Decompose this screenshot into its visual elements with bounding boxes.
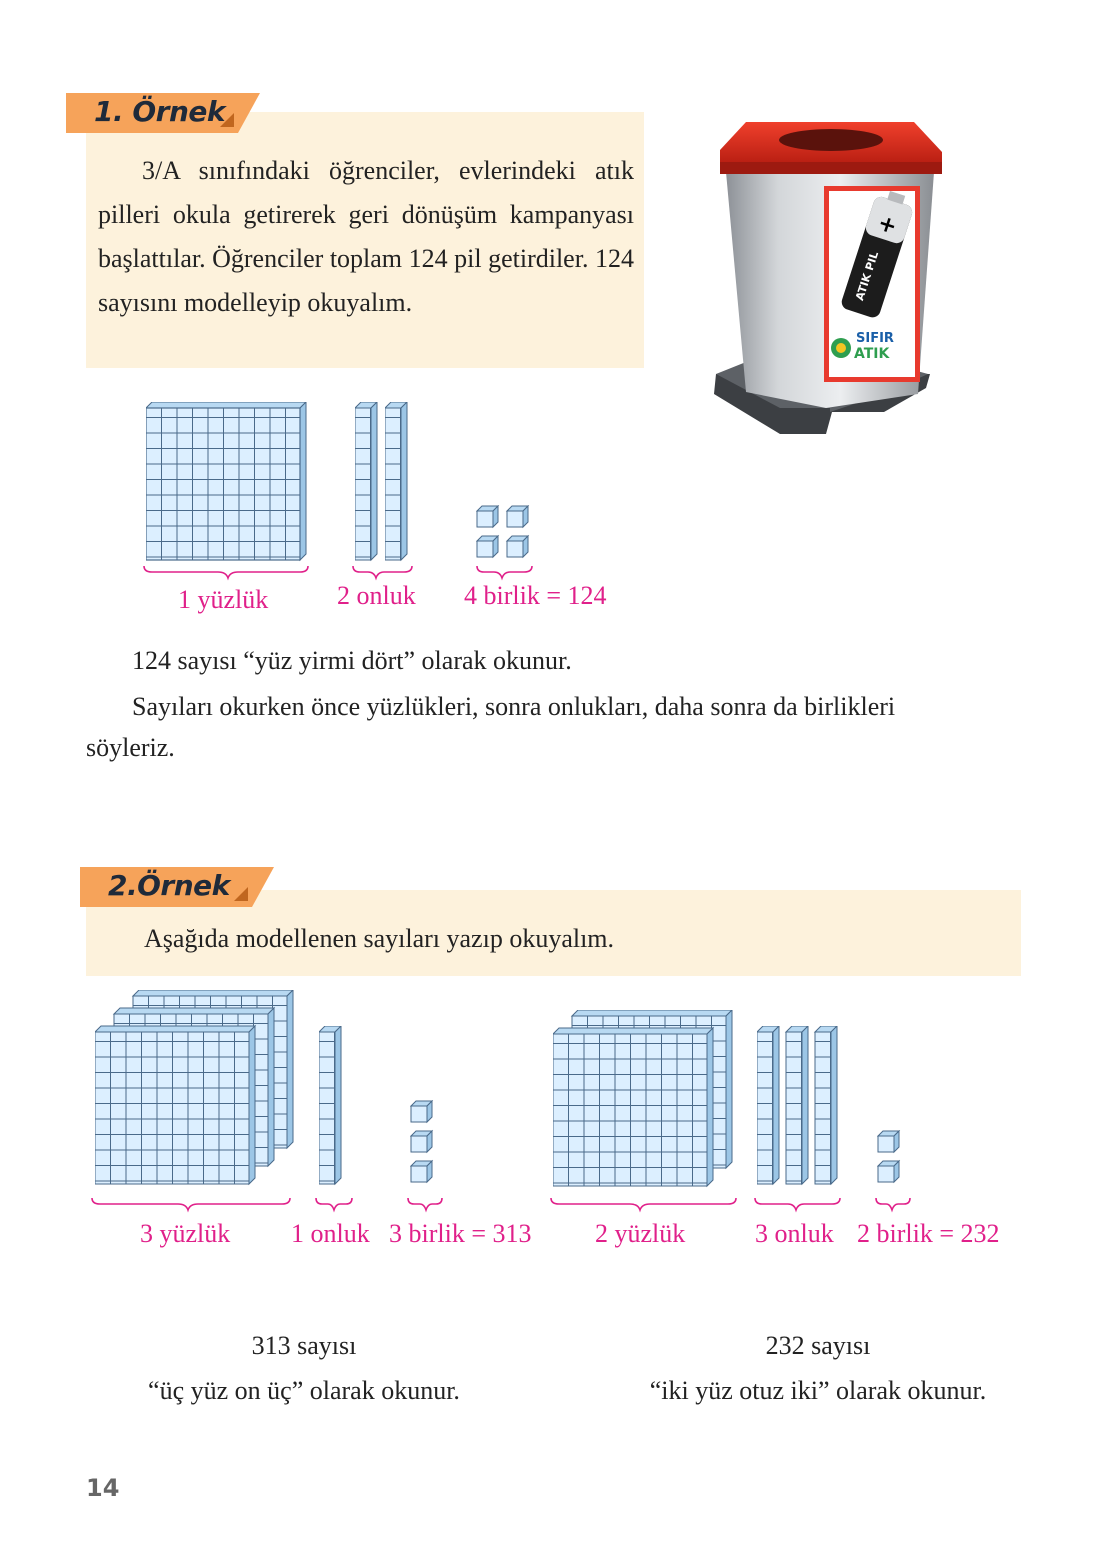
- example1-paragraph: 3/A sınıfındaki öğrenciler, evlerindeki atık pilleri okula getirerek geri dönüşüm kampanyası başlattılar. Öğrenciler toplam 124 pil getirdiler. 124 sayısını modelleyip okuyalım.: [98, 156, 634, 317]
- example2-left-tens-label: 1 onluk: [291, 1219, 370, 1248]
- example2-right-hundreds-stack: [553, 1010, 733, 1190]
- example1-tens-label: 2 onluk: [337, 581, 416, 610]
- example2-right-ones-label: 2 birlik = 232: [857, 1219, 1000, 1248]
- example1-rule-line1: Sayıları okurken önce yüzlükleri, sonra onlukları, daha sonra da birlikleri: [132, 692, 896, 721]
- battery-bin-illustration: [706, 112, 956, 444]
- bin-brand-bottom: ATIK: [854, 346, 890, 362]
- example2-braces: [88, 1196, 918, 1216]
- example2-left-hundreds-label: 3 yüzlük: [140, 1219, 231, 1248]
- battery-label: ATIK PIL: [853, 249, 882, 303]
- example2-right-unit-cubes: [877, 1130, 903, 1186]
- example1-hundred-block: [146, 402, 308, 562]
- example2-left-ones-label: 3 birlik = 313: [389, 1219, 532, 1248]
- example2-left-ten-rod: [319, 1026, 343, 1186]
- example2-left-unit-cubes: [410, 1100, 436, 1186]
- example2-right-caption-line2: “iki yüz otuz iki” olarak okunur.: [649, 1376, 987, 1405]
- example2-left-hundreds-stack: [95, 990, 295, 1188]
- example2-instruction: Aşağıda modellenen sayıları yazıp okuyalım.: [144, 924, 615, 953]
- example2-tag: [80, 867, 252, 907]
- example1-hundreds-label: 1 yüzlük: [178, 585, 269, 614]
- example1-ones-label: 4 birlik = 124: [464, 581, 607, 610]
- example2-tag-label: 2.Örnek: [108, 869, 230, 902]
- example1-ten-rod-2: [385, 402, 409, 562]
- example2-left-caption-line1: 313 sayısı: [251, 1331, 357, 1360]
- bin-brand-top: SIFIR: [856, 331, 894, 346]
- example1-ten-rod-1: [355, 402, 379, 562]
- example2-right-tens-label: 3 onluk: [755, 1219, 834, 1248]
- example2-left-caption-line2: “üç yüz on üç” olarak okunur.: [148, 1376, 460, 1405]
- example1-tag-label: 1. Örnek: [94, 95, 226, 128]
- page-number: 14: [86, 1474, 120, 1502]
- example1-reading: 124 sayısı “yüz yirmi dört” olarak okunur.: [132, 646, 572, 675]
- example2-right-ten-rods: [757, 1026, 841, 1186]
- example2-right-hundreds-label: 2 yüzlük: [595, 1219, 686, 1248]
- example1-rule-line2: söyleriz.: [86, 733, 175, 762]
- example2-right-caption-line1: 232 sayısı: [765, 1331, 871, 1360]
- example1-unit-cubes: [476, 505, 534, 561]
- example1-tag: [66, 93, 238, 133]
- svg-text:+: +: [874, 210, 900, 241]
